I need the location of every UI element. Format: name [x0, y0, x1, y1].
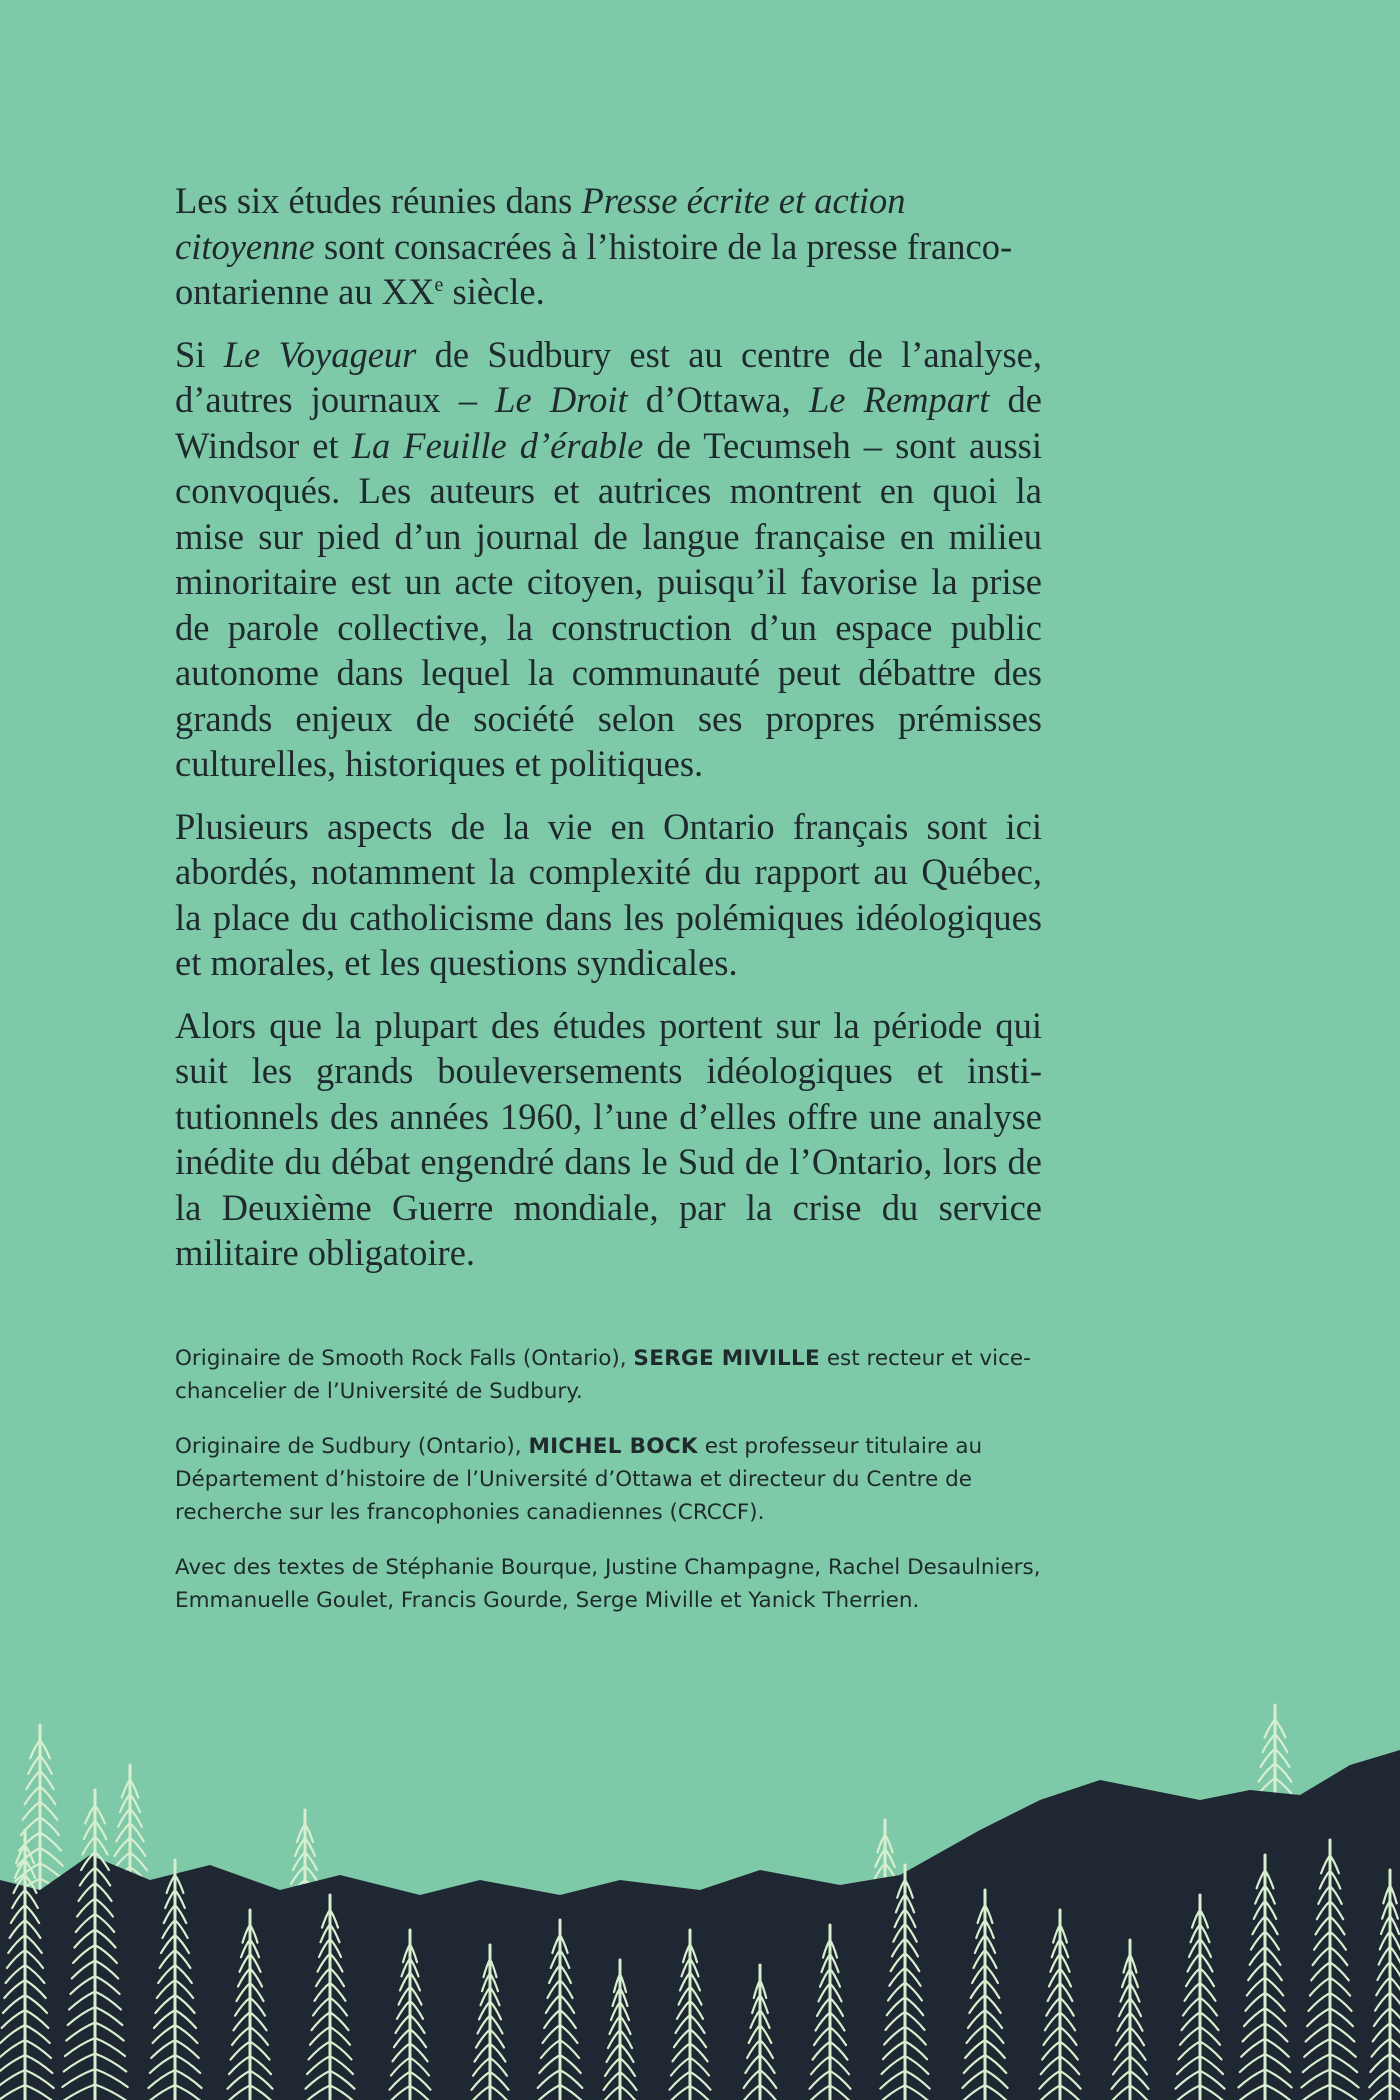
bio-michel-bock — [175, 1430, 1055, 1529]
pine-forest-mountains-icon — [0, 1680, 1400, 2100]
text-run: Les six études réunies dans — [175, 180, 582, 221]
text-run: est professeur titulaire au Département d’histoire de l’Université d’Ottawa et directeur du Centre de recherche sur les francophonies canadiennes (CRCCF). — [175, 1434, 983, 1525]
newspaper-title: Le Droit — [495, 379, 628, 420]
summary-paragraph-3: Plusieurs aspects de la vie en Ontario français sont ici abordés, notamment la complexité du rapport au Québec, la place du catholicisme dans les polémiques idéologiques et morales, et les questions syndicales. — [175, 805, 1042, 983]
text-run: siècle. — [443, 271, 545, 312]
text-run: Si — [175, 333, 224, 375]
text-run: Originaire de Sudbury (Ontario), — [175, 1434, 529, 1459]
text-run: Originaire de Smooth Rock Falls (Ontario), — [175, 1346, 634, 1371]
summary-paragraph-2 — [175, 332, 1042, 787]
text-run: d’Ottawa, — [627, 379, 809, 420]
summary-text — [175, 178, 1042, 1276]
newspaper-title: La Feuille d’érable — [351, 424, 644, 466]
superscript: e — [434, 273, 444, 296]
author-bios — [175, 1342, 1055, 1639]
book-title: Presse écrite et action citoyenne — [175, 180, 906, 267]
newspaper-title: Le Rempart — [808, 379, 990, 420]
text-run: de Tecumseh – sont aussi convoqués. Les auteurs et autrices montrent en quoi la mise sur pied d’un journal de langue française en milieu minoritaire est un acte citoyen, puisqu’il favorise la prise de parole collective, la construction d’un espace public autonome dans lequel la communauté peut débattre des grands enjeux de société selon ses propres prémisses culturelles, historiques et politiques. — [175, 424, 1042, 784]
contributors: Avec des textes de Stéphanie Bourque, Justine Champagne, Rachel Desaulniers, Emmanuelle Goulet, Francis Gourde, Serge Miville et Yanick Therrien. — [175, 1555, 1041, 1613]
text-run: de Windsor et — [175, 379, 1043, 466]
summary-paragraph-1 — [175, 178, 1042, 315]
newspaper-title: Le Voyageur — [223, 333, 417, 375]
text-run: sont consacrées à l’histoire de la presse franco-ontarienne au XX — [175, 225, 1013, 312]
summary-paragraph-4: Alors que la plupart des études portent sur la période qui suit les grands bouleversements idéologiques et insti-tutionnels des années 1960, l’une d’elles offre une analyse inédite du débat engendré dans le Sud de l’Ontario, lors de la Deuxième Guerre mondiale, par la crise du service militaire obligatoire. — [175, 1004, 1042, 1273]
text-run: de Sudbury est au centre de l’analyse, d’autres journaux – — [175, 333, 1042, 420]
author-name: MICHEL BOCK — [528, 1434, 698, 1459]
text-run: est recteur et vice-chancelier de l’Université de Sudbury. — [175, 1346, 1031, 1404]
bio-serge-miville — [175, 1342, 1055, 1408]
author-name: SERGE MIVILLE — [633, 1346, 820, 1371]
